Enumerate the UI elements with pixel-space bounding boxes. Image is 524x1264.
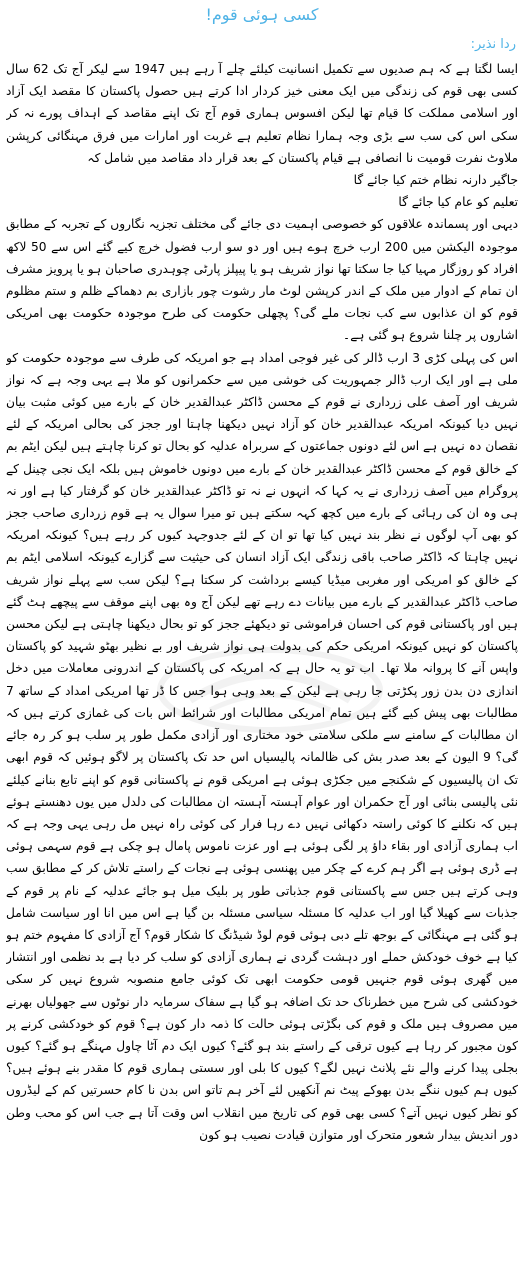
article-paragraph: اس کی پہلی کڑی 3 ارب ڈالر کی غیر فوجی امداد ہے جو امریکہ کی طرف سے موجودہ حکومت کو ملی ہے اور ایک ارب ڈالر جمہوریت کی خوشی میں سے حکمرانوں کو ملا ہے یہی وجہ ہے کہ نواز شریف اور آصف علی زرداری نے قوم کے محسن ڈاکٹر عبدالقدیر خان کے بارے میں کوئی مثبت بیان نہیں دیا کیونکہ امریکہ عبدالقدیر خان کو آزاد نہیں دیکھنا چاہتا اور ججز کی بحالی امریکہ کے لئے نقصان دہ نہیں ہے اس لئے دونوں جماعتوں کے سربراہ عدلیہ کو بحال تو کرنا چاہتے ہیں لیکن ایٹم بم کے خالق قوم کے محسن ڈاکٹر عبدالقدیر خان کے بارے میں دونوں خاموش ہیں بلکہ ایک نجی چینل کے پروگرام میں آصف زرداری نے یہ کہا کہ انہوں نے نہ تو ڈاکٹر عبدالقدیر خان کو گرفتار کیا ہے اور نہ ہی وہ ان کی رہائی کے بارے میں کچھ کہہ سکتے ہیں تو میرا سوال یہ ہے قوم زرداری صاحب ججز کو بھی آپ لوگوں نے نظر بند نہیں کیا تھا تو ان کے لئے جدوجہد کیوں کر رہے ہیں؟ کیونکہ امریکہ نہیں چاہتا کہ ڈاکٹر صاحب باقی زندگی ایک آزاد انسان کی حیثیت سے گزارے کیونکہ اسلامی ایٹم بم کے خالق کو امریکی اور مغربی میڈیا کیسے برداشت کر سکتا ہے؟ لیکن سب سے پہلے نواز شریف صاحب ڈاکٹر عبدالقدیر کے بارے میں بیانات دے رہے تھے لیکن آج وہ بھی اپنے موقف سے پیچھے ہٹ گئے ہیں اور پاکستانی قوم کی احسان فراموشی تو دیکھئے ججز کو تو بحال دیکھنا چاہتی ہے لیکن محسن پاکستان کو نہیں کیونکہ امریکی حکم کی بدولت ہی نواز شریف اور بے نظیر بھٹو شہید کو پاکستان واپس آنے کا پروانہ ملا تھا۔ اب تو یہ حال ہے کہ امریکہ کی پاکستان کے اندرونی معاملات میں دخل اندازی دن بدن زور پکڑتی جا رہی ہے لیکن کے بعد وہی ہوا جس کا ڈر تھا امریکی امداد کے ساتھ 7 مطالبات بھی پیش کیے گئے ہیں تمام امریکی مطالبات اور شرائط اس بات کی غمازی کرتے ہیں کہ ان مطالبات کے سامنے سے ملکی سلامتی خود مختاری اور آزادی مکمل طور پر سلب ہو کر رہ جائے گی؟ 9 الیون کے بعد صدر بش کی ظالمانہ پالیسیاں اس حد تک پاکستان پر لاگو ہوئیں کہ قوم ابھی تک ان پالیسیوں کے شکنجے میں جکڑی ہوئی ہے امریکی قوم نے پاکستانی قوم کو اپنے تابع بنانے کیلئے نئی پالیسی بنائی اور آج حکمران اور عوام آہستہ آہستہ ان مطالبات کی دلدل میں یوں دھنستے ہوئے ہیں کہ نکلنے کا کوئی راستہ دکھائی نہیں دے رہا فرار کی کوئی راہ نہیں مل رہی یہی وجہ ہے کہ اب ہماری آزادی اور بقاء داؤ پر لگی ہوئی ہے اور عزت ناموس پامال ہو چکی ہے قوم سہمی ہوئی ہے ڈری ہوئی ہے اگر ہم کرے کے چکر میں پھنسی ہوئی ہے نجات کے راستے تلاش کر کے مطابق سب وہی کرتے ہیں جس سے پاکستانی قوم جذباتی طور پر بلیک میل ہو جائے عدلیہ کے نام پر قوم کے جذبات سے کھیلا گیا اور اب عدلیہ کا مسئلہ سیاسی مسئلہ بن گیا ہے اس میں انا اور سیاست شامل ہو گئی ہے مہنگائی کے بوجھ تلے دبی ہوئی قوم لوڈ شیڈنگ کا شکار قوم؟ آج آزادی کا مفہوم ختم ہو کیا ہے خوف خودکش حملے اور دہشت گردی نے ہماری آزادی کو سلب کر دیا ہے بد نظمی اور انتشار میں گھری ہوئی قوم جنہیں قومی حکومت ابھی تک کوئی جامع منصوبہ شروع نہیں کر سکی خودکشی کی شرح میں خطرناک حد تک اضافہ ہو گیا ہے سفاک سرمایہ دار نوٹوں سے جھولیاں بھرنے میں مصروف ہیں ملک و قوم کی بگڑتی ہوئی حالت کا ذمہ دار کون ہے؟ قوم کو خودکشی کرنے پر کون مجبور کر رہا ہے کیوں ترقی کے راستے بند ہو گئے؟ کیوں ایک دم آٹا چاول مہنگے ہو گئے؟ کیوں بجلی پیدا کرنے والے نئے پلانٹ نہیں لگے؟ کیوں کا بلی اور سستی ہماری قوم کا مقدر بنے ہوئے ہیں؟ کیوں ہم کیوں ننگے بدن بھوکے پیٹ نم آنکھیں لئے آخر ہم تاتو اس بدن نا کام حسرتیں کم کے لیڈروں کو نظر کیوں نہیں آتے؟ کسی بھی قوم کی تاریخ میں انقلاب اس وقت آتا ہے جب اس کو محب وطن دور اندیش بیدار شعور متحرک اور متوازن قیادت نصیب ہو کون [6, 350, 518, 1142]
article-paragraph: دیہی اور پسماندہ علاقوں کو خصوصی اہمیت دی جائے گی مختلف تجزیہ نگاروں کے تجربہ کے مطابق موجودہ الیکشن میں 200 ارب خرچ ہوے ہیں اور دو سو ارب فضول خرچ کیے گئے اس سے 50 لاکھ افراد کو روزگار مہیا کیا جا سکتا تھا نواز شریف ہو یا پیپلز پارٹی چوہدری صاحبان ہو یا پرویز مشرف ان تمام کے ادوار میں ملک کے اندر کرپشن لوٹ مار رشوت چور بازاری بم دھماکے ظلم و ستم مظلوم قوم کو ان عذابوں سے کب نجات ملے گی؟ پچھلی حکومت کی طرح موجودہ حکومت بھی امریکی اشاروں پر چلنا شروع ہو گئی ہے۔ [6, 217, 518, 343]
article-body [6, 58, 518, 1258]
article-author: ردا نذیر: [470, 37, 516, 52]
article-title: کسی ہوئی قوم! [205, 5, 319, 24]
article-intro: ایسا لگتا ہے کہ ہم صدیوں سے تکمیل انسانیت کیلئے چلے آ رہے ہیں 1947 سے لیکر آج تک 62 سال کسی بھی قوم کی زندگی میں ایک معنی خیز کردار ادا کرتے ہیں حصول پاکستان کا مقصد ایک آزاد اور اسلامی مملکت کا قیام تھا لیکن افسوس ہماری قوم آج تک اپنے مقاصد کے اہداف پورے نہ کر سکی اس کی سب سے بڑی وجہ ہمارا نظام تعلیم ہے غربت اور امارات میں فرق مہنگائی کرپشن ملاوٹ نفرت قومیت نا انصافی ہے قیام پاکستان کے بعد قرار داد مقاصد میں شامل کہ [6, 62, 518, 165]
list-item: جاگیر دارنہ نظام ختم کیا جائے گا [353, 173, 518, 188]
list-item: تعلیم کو عام کیا جائے گا [398, 195, 518, 210]
